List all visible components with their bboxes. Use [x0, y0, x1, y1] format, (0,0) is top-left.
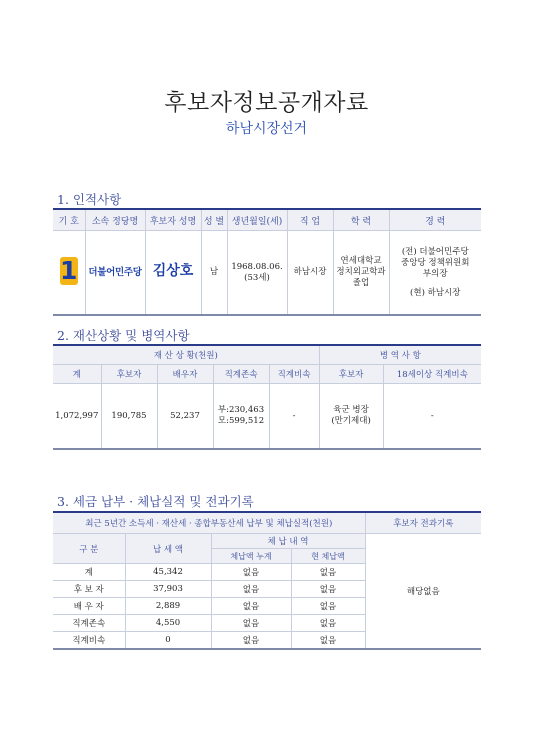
- row-arrears-current: 없음: [291, 564, 365, 581]
- section1-heading: 1. 인적사항: [57, 192, 122, 207]
- career-line: 부의장: [422, 268, 448, 279]
- header-ascendant: 직계존속: [213, 365, 269, 384]
- header-career: 경 력: [389, 209, 481, 231]
- header-spouse: 배우자: [157, 365, 213, 384]
- header-birth: 생년월일(세): [227, 209, 287, 231]
- header-descendant: 직계비속: [269, 365, 319, 384]
- criminal-record: 해당없음: [365, 534, 481, 650]
- row-paid: 2,889: [125, 598, 211, 615]
- property-military-table: [53, 344, 481, 450]
- personal-info-table: [53, 208, 481, 316]
- row-arrears-current: 없음: [291, 598, 365, 615]
- row-arrears-total: 없음: [211, 598, 291, 615]
- row-label: 배 우 자: [53, 598, 125, 615]
- row-arrears-total: 없음: [211, 581, 291, 598]
- candidate-number-cell: [53, 231, 85, 316]
- header-candidate: 후보자: [101, 365, 157, 384]
- ascendant-father: 부:230,463: [217, 405, 265, 415]
- education-line: 졸업: [352, 278, 370, 288]
- header-job: 직 업: [287, 209, 333, 231]
- header-name: 후보자 성명: [145, 209, 201, 231]
- header-arrears-total: 체납액 누계: [211, 549, 291, 564]
- header-paid: 납 세 액: [125, 534, 211, 564]
- education-line: 연세대학교: [340, 256, 382, 266]
- age: (53세): [244, 272, 270, 283]
- header-total: 계: [53, 365, 101, 384]
- row-label: 직계존속: [53, 615, 125, 632]
- candidate-name: 김상호: [152, 263, 194, 279]
- header-arrears-current: 현 체납액: [291, 549, 365, 564]
- military-descendant: -: [383, 384, 481, 450]
- property-group-header: 재 산 상 황(천원): [53, 345, 319, 365]
- row-arrears-total: 없음: [211, 564, 291, 581]
- section2-heading: 2. 재산상황 및 병역사항: [57, 328, 190, 343]
- row-arrears-total: 없음: [211, 632, 291, 650]
- row-arrears-total: 없음: [211, 615, 291, 632]
- name-cell: [145, 231, 201, 316]
- property-total: 1,072,997: [53, 384, 101, 450]
- row-arrears-current: 없음: [291, 581, 365, 598]
- header-party: 소속 정당명: [85, 209, 145, 231]
- row-label: 직계비속: [53, 632, 125, 650]
- property-descendant: -: [269, 384, 319, 450]
- career-line: (현) 하남시장: [410, 287, 461, 298]
- header-military-descendant: 18세이상 직계비속: [383, 365, 481, 384]
- property-spouse: 52,237: [157, 384, 213, 450]
- birth-date: 1968.08.06.: [231, 261, 283, 272]
- military-rank: 육군 병장: [333, 405, 369, 415]
- row-paid: 37,903: [125, 581, 211, 598]
- career-cell: [389, 231, 481, 316]
- tax-group-header: 최근 5년간 소득세 · 재산세 · 종합부동산세 납부 및 체납실적(천원): [53, 512, 365, 534]
- section3-heading: 3. 세금 납부 · 체납실적 및 전과기록: [57, 494, 254, 509]
- header-military-candidate: 후보자: [319, 365, 383, 384]
- military-candidate: [319, 384, 383, 450]
- career-line: 중앙당 정책위원회: [401, 257, 470, 268]
- row-paid: 4,550: [125, 615, 211, 632]
- row-paid: 0: [125, 632, 211, 650]
- row-paid: 45,342: [125, 564, 211, 581]
- military-discharge: (만기제대): [331, 416, 371, 426]
- tax-record-table: [53, 511, 481, 650]
- party-logo-text: 더불어민주당: [88, 266, 142, 278]
- row-label: 후 보 자: [53, 581, 125, 598]
- job-cell: 하남시장: [287, 231, 333, 316]
- page-subtitle: 하남시장선거: [225, 121, 308, 137]
- header-arrears: 체 납 내 역: [211, 534, 365, 549]
- education-line: 정치외교학과: [336, 267, 386, 277]
- birth-cell: [227, 231, 287, 316]
- header-gender: 성 별: [201, 209, 227, 231]
- row-label: 계: [53, 564, 125, 581]
- property-ascendant: [213, 384, 269, 450]
- header-number: 기 호: [53, 209, 85, 231]
- record-group-header: 후보자 전과기록: [365, 512, 481, 534]
- military-group-header: 병 역 사 항: [319, 345, 481, 365]
- header-education: 학 력: [333, 209, 389, 231]
- candidate-number-logo: 1: [60, 255, 78, 285]
- property-candidate: 190,785: [101, 384, 157, 450]
- education-cell: [333, 231, 389, 316]
- row-arrears-current: 없음: [291, 615, 365, 632]
- career-line: (전) 더불어민주당: [401, 246, 469, 257]
- gender-cell: 남: [201, 231, 227, 316]
- header-category: 구 분: [53, 534, 125, 564]
- party-cell: [85, 231, 145, 316]
- ascendant-mother: 모:599,512: [217, 416, 265, 426]
- row-arrears-current: 없음: [291, 632, 365, 650]
- page-title: 후보자정보공개자료: [164, 90, 369, 116]
